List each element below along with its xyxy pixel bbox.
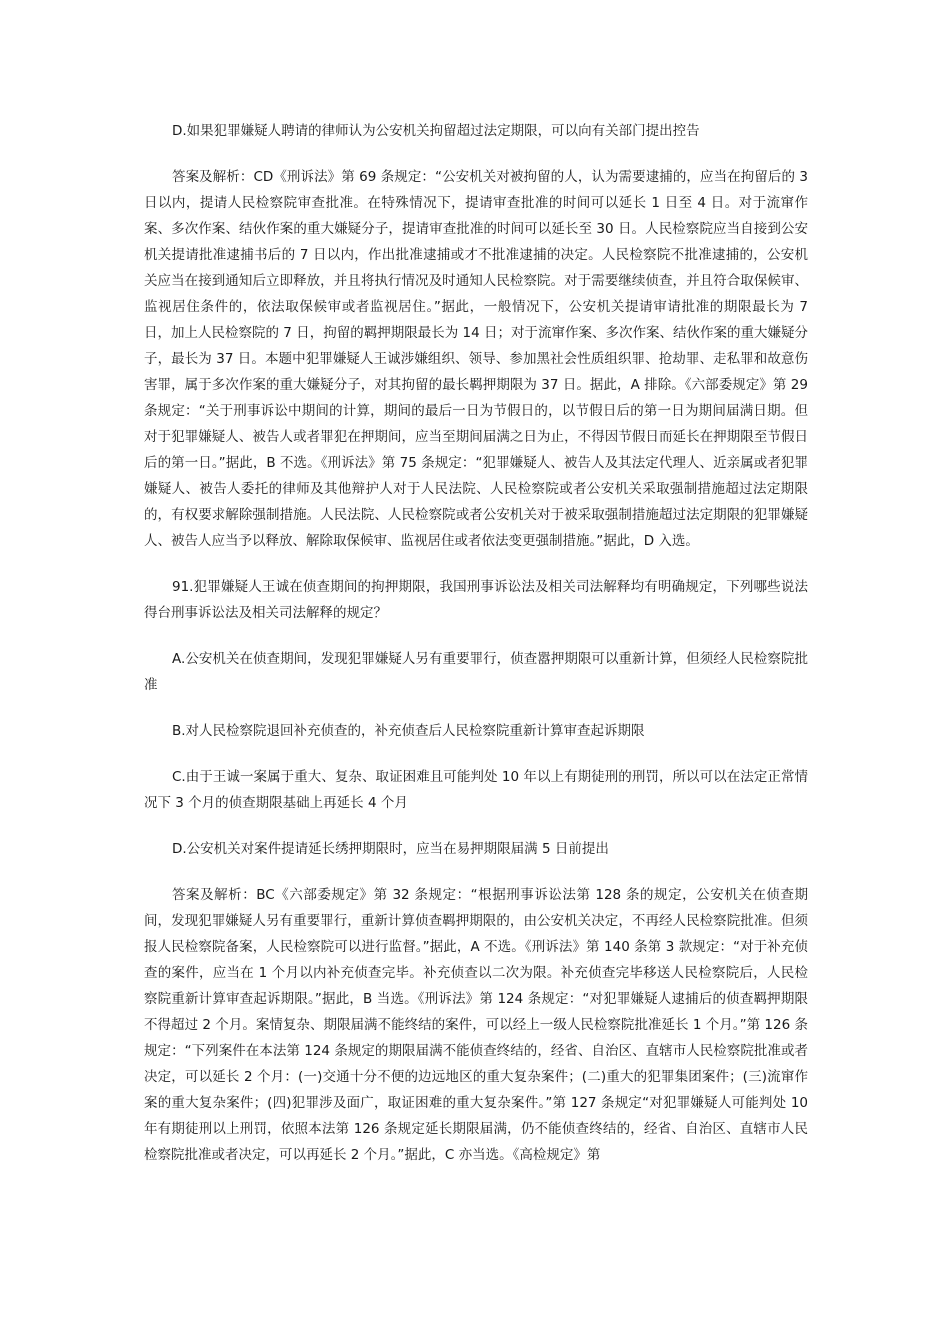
option-c-91: C.由于王诚一案属于重大、复杂、取证困难且可能判处 10 年以上有期徒刑的刑罚，所以可以在法定正常情况下 3 个月的侦查期限基础上再延长 4 个月 xyxy=(144,769,808,811)
option-b-91: B.对人民检察院退回补充侦查的，补充侦查后人民检察院重新计算审查起诉期限 xyxy=(172,723,645,739)
answer-explanation-90: 答案及解析：CD《刑诉法》第 69 条规定：“公安机关对被拘留的人，认为需要逮捕的，应当在拘留后的 3 日以内，提请人民检察院审查批准。在特殊情况下，提请审查批准的时间可以延长 1 日至 4 日。对于流窜作案、多次作案、结伙作案的重大嫌疑分子，提请审查批准的时间可以延长至 30 日。人民检察院应当自接到公安机关提请批准逮捕书后的 7 日以内，作出批准逮捕或才不批准逮捕的决定。人民检察院不批准逮捕的，公安机关应当在接到通知后立即释放，并且将执行情况及时通知人民检察院。对于需要继续侦查，并且符合取保候审、监视居住条件的，依法取保候审或者监视居住。”据此，一般情况下，公安机关提请审请批准的期限最长为 7 日，加上人民检察院的 7 日，拘留的羁押期限最长为 14 日；对于流窜作案、多次作案、结伙作案的重大嫌疑分子，最长为 37 日。本题中犯罪嫌疑人王诚涉嫌组织、领导、参加黑社会性质组织罪、抢劫罪、走私罪和故意伤害罪，属于多次作案的重大嫌疑分子，对其拘留的最长羁押期限为 37 日。据此，A 排除。《六部委规定》第 29 条规定：“关于刑事诉讼中期间的计算，期间的最后一日为节假日的，以节假日后的第一日为期间届满日期。但对于犯罪嫌疑人、被告人或者罪犯在押期间，应当至期间届满之日为止，不得因节假日而延长在押期限至节假日后的第一日。”据此，B 不选。《刑诉法》第 75 条规定：“犯罪嫌疑人、被告人及其法定代理人、近亲属或者犯罪嫌疑人、被告人委托的律师及其他辩护人对于人民法院、人民检察院或者公安机关采取强制措施超过法定期限的，有权要求解除强制措施。人民法院、人民检察院或者公安机关对于被采取强制措施超过法定期限的犯罪嫌疑人、被告人应当予以释放、解除取保候审、监视居住或者依法变更强制措施。”据此，D 入选。 xyxy=(144,169,808,549)
option-d-91: D.公安机关对案件提请延长绣押期限时，应当在易押期限届满 5 日前提出 xyxy=(172,841,609,857)
option-a-91: A.公安机关在侦查期间，发现犯罪嫌疑人另有重要罪行，侦查嚣押期限可以重新计算，但须经人民检察院批准 xyxy=(144,651,808,693)
option-d-previous-question: D.如果犯罪嫌疑人聘请的律师认为公安机关拘留超过法定期限，可以向有关部门提出控告 xyxy=(172,123,700,139)
question-91: 91.犯罪嫌疑人王诚在侦查期间的拘押期限，我国刑事诉讼法及相关司法解释均有明确规定，下列哪些说法得台刑事诉讼法及相关司法解释的规定？ xyxy=(144,579,808,621)
answer-explanation-91: 答案及解析：BC《六部委规定》第 32 条规定：“根据刑事诉讼法第 128 条的规定，公安机关在侦查期间，发现犯罪嫌疑人另有重要罪行，重新计算侦查羁押期限的，由公安机关决定，不再经人民检察院批准。但须报人民检察院备案，人民检察院可以进行监督。”据此，A 不选。《刑诉法》第 140 条第 3 款规定：“对于补充侦查的案件，应当在 1 个月以内补充侦查完毕。补充侦查以二次为限。补充侦查完毕移送人民检察院后，人民检察院重新计算审查起诉期限。”据此，B 当选。《刑诉法》第 124 条规定：“对犯罪嫌疑人逮捕后的侦查羁押期限不得超过 2 个月。案情复杂、期限届满不能终结的案件，可以经上一级人民检察院批准延长 1 个月。”第 126 条规定：“下列案件在本法第 124 条规定的期限届满不能侦查终结的，经省、自治区、直辖市人民检察院批准或者决定，可以延长 2 个月：(一)交通十分不便的边远地区的重大复杂案件；(二)重大的犯罪集团案件；(三)流窜作案的重大复杂案件；(四)犯罪涉及面广，取证困难的重大复杂案件。”第 127 条规定“对犯罪嫌疑人可能判处 10 年有期徒刑以上刑罚，依照本法第 126 条规定延长期限届满，仍不能侦查终结的，经省、自治区、直辖市人民检察院批准或者决定，可以再延长 2 个月。”据此，C 亦当选。《高检规定》第 xyxy=(144,887,808,1163)
document-body xyxy=(144,118,808,1188)
